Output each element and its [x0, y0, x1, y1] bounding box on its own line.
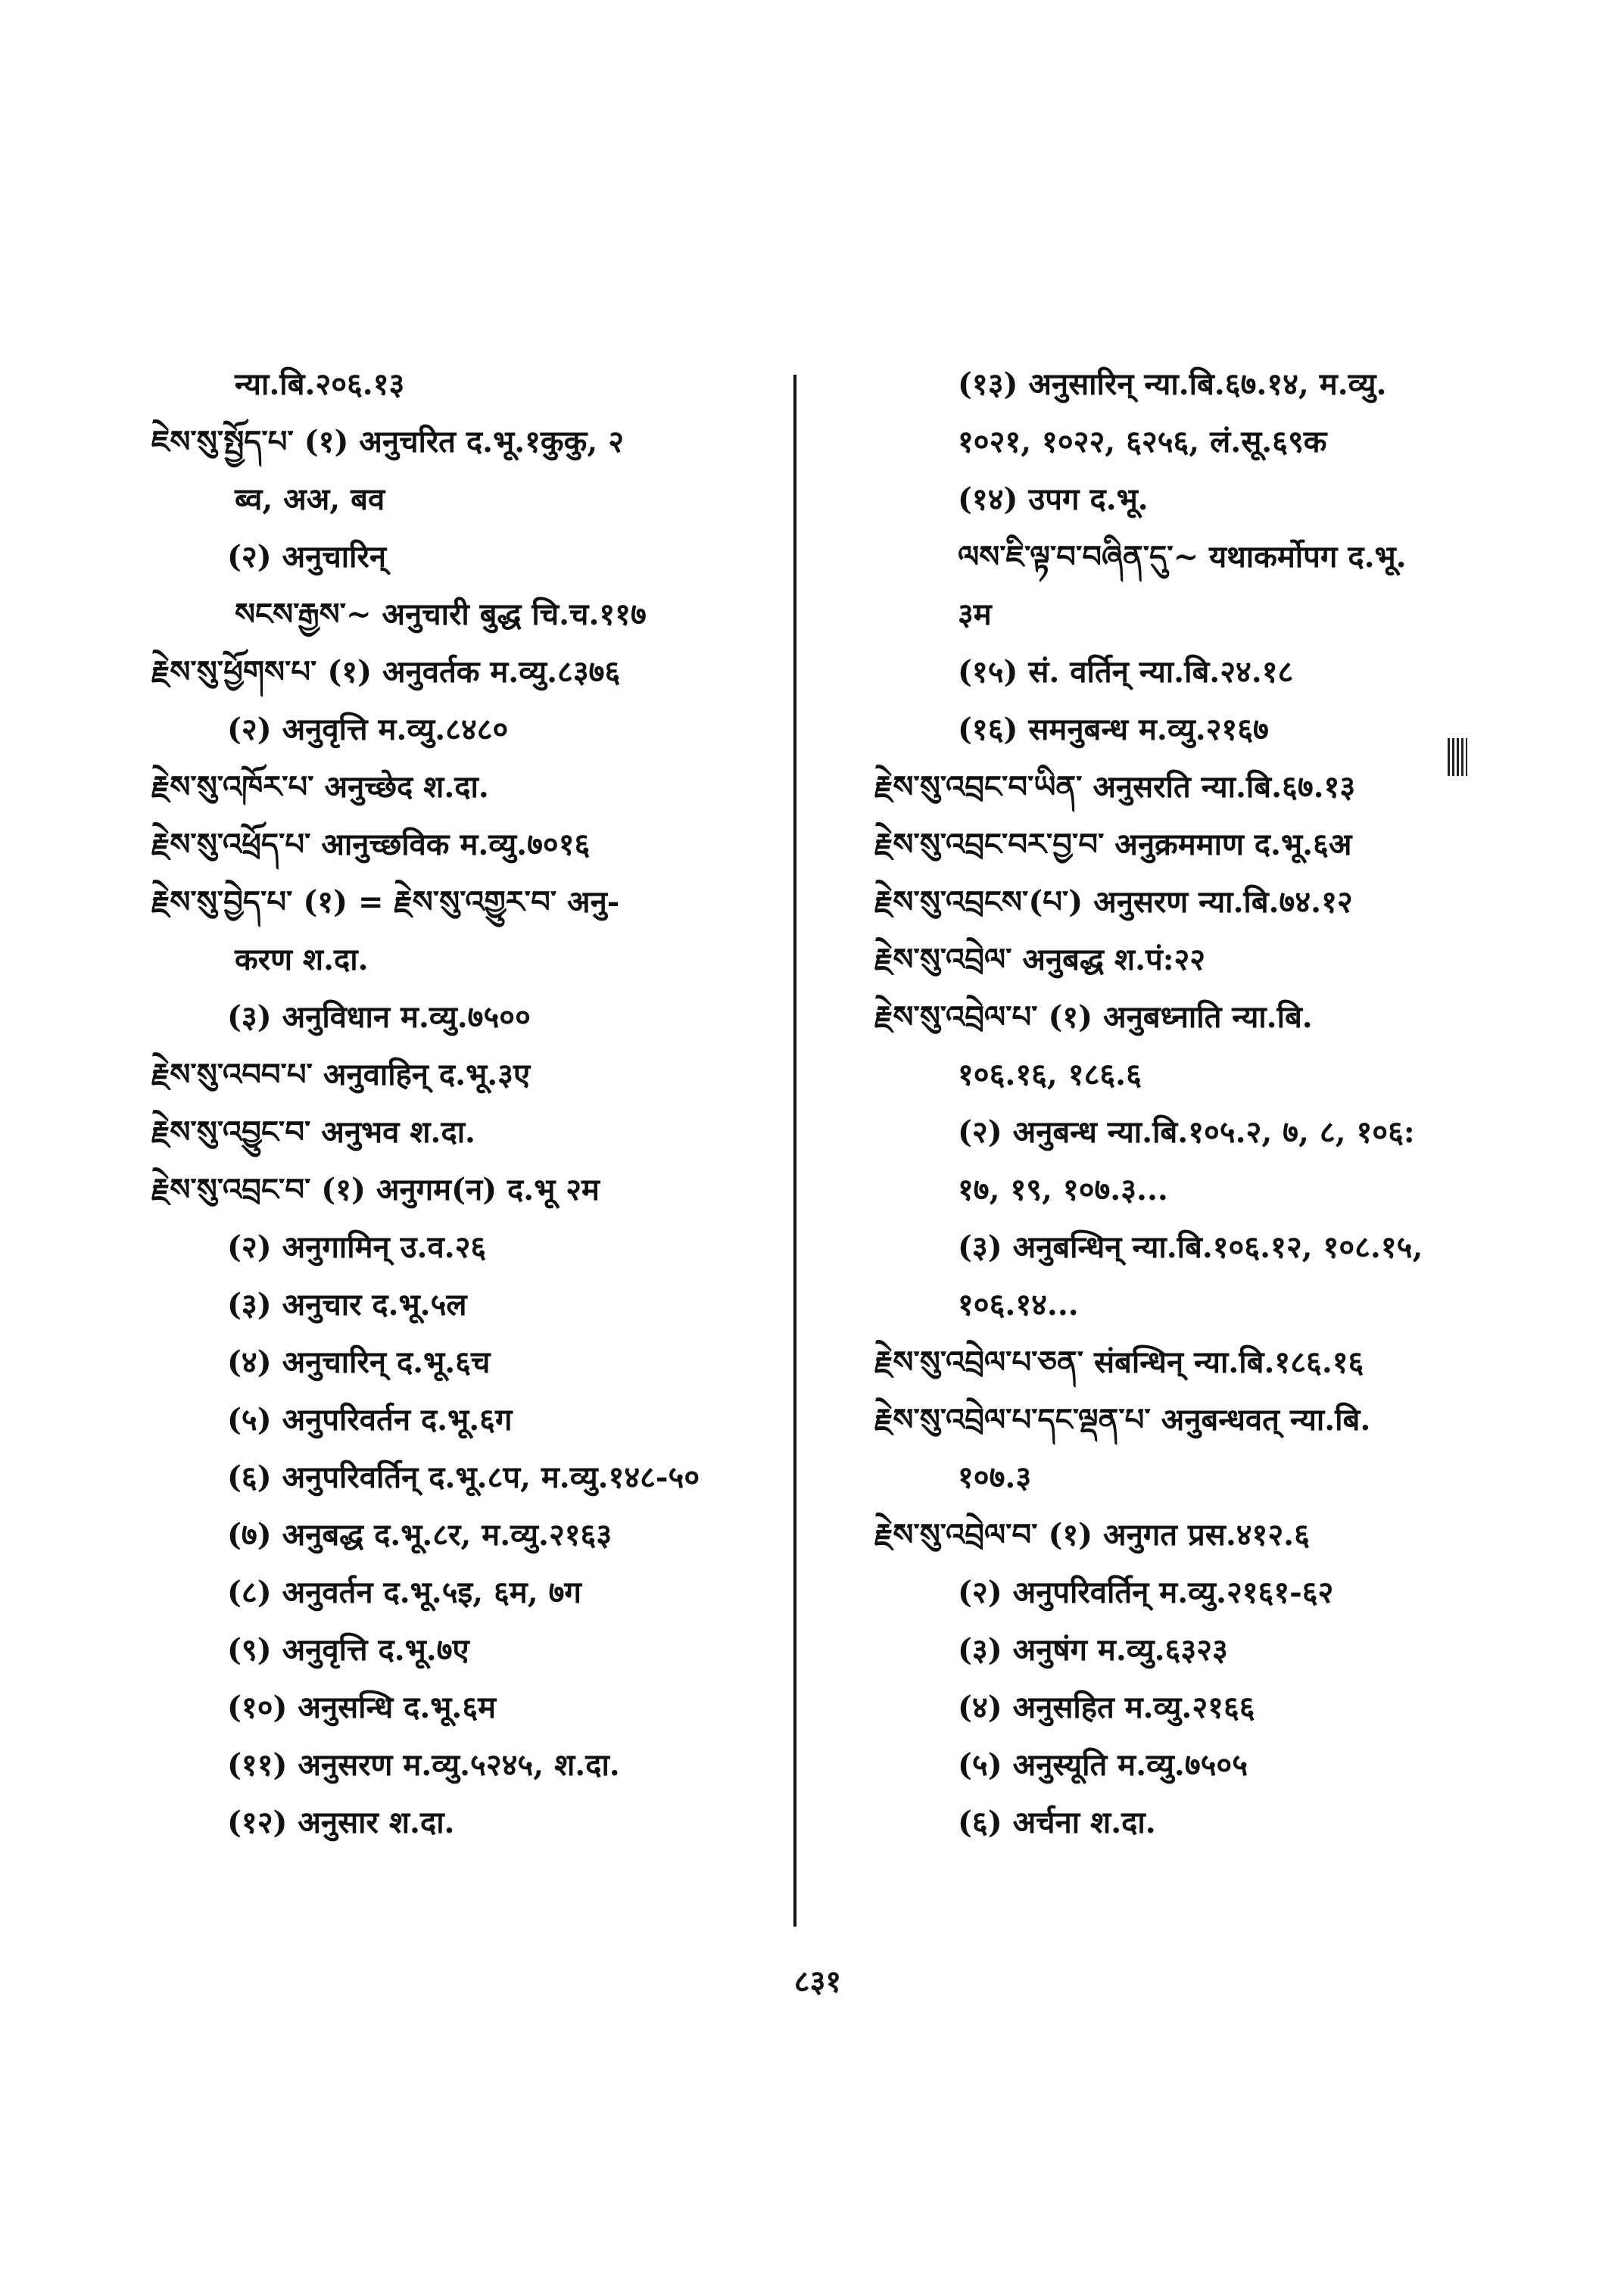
entry-line: १७, १९, १०७.३... — [958, 1172, 1168, 1207]
entry-line: རྗེས་སུ་ཕྱོགས་པ་ (१) अनुवर्तक म.व्यु.८३७६ — [151, 654, 621, 690]
entry-line: ལས་ཇི་ལྟ་བ་བཞིན་དུ་~ यथाकर्मोपग द.भू. — [958, 539, 1407, 575]
page-number: ८३१ — [793, 1964, 842, 1999]
entry-line: (४) अनुचारिन् द.भू.६च — [227, 1344, 491, 1380]
entry-line: (२) अनुपरिवर्तिन् म.व्यु.२१६१-६२ — [958, 1575, 1334, 1610]
entry-line: རྗེས་སུ་བྱེད་པ་ (१) = རྗེས་སུ་འགྱུར་བ་ अनु- — [151, 884, 620, 920]
entry-line: (५) अनुपरिवर्तन द.भू.६ग — [227, 1402, 513, 1438]
entry-line: (२) अनुवृत्ति म.व्यु.८४८० — [227, 712, 509, 747]
entry-line: (१४) उपग द.भू. — [958, 481, 1149, 517]
entry-line: རྗེས་སུ་འབྱུང་བ་ अनुभव श.दा. — [151, 1114, 475, 1150]
entry-line: རྗེས་སུ་འབྲེལ་པ་ཅན་ संबन्धिन् न्या.बि.१८६.१६ — [874, 1344, 1364, 1380]
entry-line: करण श.दा. — [235, 942, 369, 977]
entry-line: རྗེས་སུ་འབྲང་བ་ཡིན་ अनुसरति न्या.बि.६७.१३ — [874, 769, 1356, 805]
entry-line: ཇེས་སུ་སྤྱོད་པ་ (१) अनुचरित द.भू.१कुकु, २ — [151, 424, 625, 460]
entry-line: (१२) अनुसार श.दा. — [227, 1805, 455, 1840]
entry-line: རྗེས་སུ་འབྲངས་(པ་) अनुसरण न्या.बि.७४.१२ — [874, 884, 1353, 920]
entry-line: (८) अनुवर्तन द.भू.५इ, ६म, ७ग — [227, 1575, 581, 1610]
entry-line: རྗེས་སུ་འབྲེལ་པ་ (१) अनुबध्नाति न्या.बि. — [874, 999, 1313, 1035]
entry-line: (१६) समनुबन्ध म.व्यु.२१६७ — [958, 712, 1269, 747]
entry-line: (३) अनुषंग म.व्यु.६३२३ — [958, 1632, 1228, 1668]
entry-line: (६) अनुपरिवर्तिन् द.भू.८प, म.व्यु.१४८-५० — [227, 1460, 700, 1495]
entry-line: (६) अर्चना श.दा. — [958, 1805, 1156, 1840]
entry-line: རྗེས་སུ་འཕྲོད་པ་ आनुच्छविक म.व्यु.७०१६ — [151, 827, 591, 862]
entry-line: (१०) अनुसन्धि द.भू.६म — [227, 1690, 497, 1725]
entry-line: (१५) सं. वर्तिन् न्या.बि.२४.१८ — [958, 654, 1294, 690]
entry-line: ३म — [958, 597, 992, 632]
entry-line: (२) अनुबन्ध न्या.बि.१०५.२, ७, ८, १०६: — [958, 1114, 1415, 1150]
entry-line: (५) अनुस्यूति म.व्यु.७५०५ — [958, 1747, 1248, 1783]
entry-line: སངས་རྒྱས་~ अनुचारी बुद्ध चि.च.११७ — [235, 597, 647, 632]
entry-line: (७) अनुबद्ध द.भू.८र, म.व्यु.२१६३ — [227, 1517, 613, 1553]
entry-line: རྗེས་སུ་འབྲེལ་པ་དང་ལྡན་པ་ अनुबन्धवत् न्या.बि. — [874, 1402, 1371, 1438]
entry-line: (३) अनुबन्धिन् न्या.बि.१०६.१२, १०८.१५, — [958, 1229, 1423, 1265]
entry-line: རྗེས་སུ་འབབ་པ་ अनुवाहिन् द.भू.३ए — [151, 1057, 531, 1092]
entry-line: (३) अनुचार द.भू.५ल — [227, 1287, 467, 1323]
entry-line: १०६.१६, १८६.६ — [958, 1057, 1142, 1092]
entry-line: १०२१, १०२२, ६२५६, लं.सू.६९क — [958, 424, 1327, 460]
entry-line: (४) अनुसहित म.व्यु.२१६६ — [958, 1690, 1255, 1725]
entry-line: རྗེས་སུ་འབྲང་བར་བྱ་བ་ अनुक्रममाण द.भू.६अ — [874, 827, 1352, 862]
entry-line: རྗེས་སུ་འབྲེལ་ अनुबद्ध श.पं:२२ — [874, 942, 1206, 977]
entry-line: १०६.१४... — [958, 1287, 1079, 1323]
entry-line: (२) अनुचारिन् — [227, 539, 387, 575]
margin-tab-mark — [1448, 738, 1467, 776]
entry-line: རྗེས་སུ་འབྲང་བ་ (१) अनुगम(न) द.भू २म — [151, 1172, 600, 1207]
column-divider — [793, 375, 796, 1927]
entry-line: རྗེས་སུ་འབྲེལ་བ་ (१) अनुगत प्रस.४१२.६ — [874, 1517, 1310, 1553]
entry-line: न्या.बि.२०६.१३ — [235, 366, 405, 402]
entry-line: ब्व, अअ, बव — [235, 481, 385, 517]
entry-line: (१३) अनुसारिन् न्या.बि.६७.१४, म.व्यु. — [958, 366, 1387, 402]
entry-line: १०७.३ — [958, 1460, 1032, 1495]
entry-line: (२) अनुगामिन् उ.व.२६ — [227, 1229, 487, 1265]
entry-line: རྗེས་སུ་འཁོར་པ་ अनुच्छेद श.दा. — [151, 769, 489, 805]
entry-line: (९) अनुवृत्ति द.भू.७ए — [227, 1632, 469, 1668]
entry-line: (११) अनुसरण म.व्यु.५२४५, श.दा. — [227, 1747, 620, 1783]
entry-line: (३) अनुविधान म.व्यु.७५०० — [227, 999, 531, 1035]
